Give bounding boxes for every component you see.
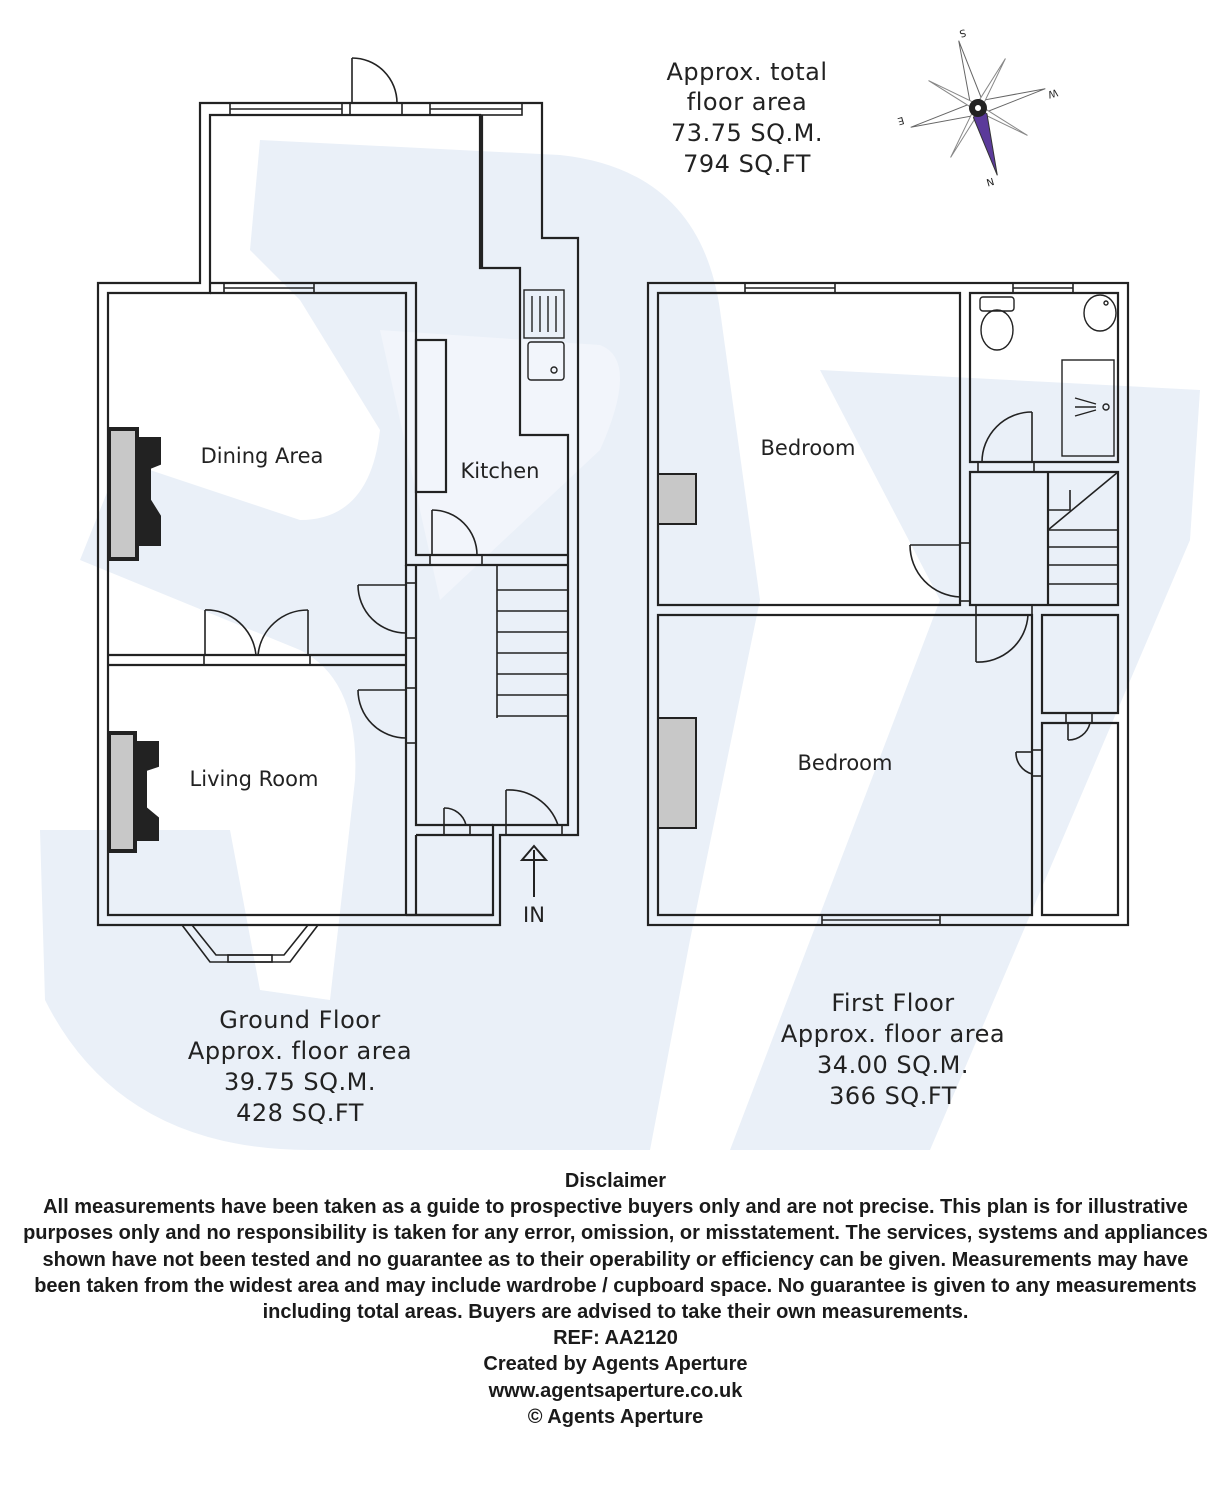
compass-rose-icon	[891, 21, 1064, 194]
first-floor-area-label: Approx. floor area	[780, 1020, 1006, 1048]
ground-floor-sqft: 428 SQ.FT	[236, 1099, 364, 1127]
ground-floor-area-label: Approx. floor area	[187, 1037, 413, 1065]
disclaimer-heading: Disclaimer	[564, 1170, 667, 1192]
room-label-dining: Dining Area	[200, 444, 324, 468]
room-label-kitchen: Kitchen	[460, 459, 540, 483]
room-label-bedroom-2: Bedroom	[797, 751, 893, 775]
total-area-line2: floor area	[686, 88, 808, 116]
total-area-line1: Approx. total	[666, 58, 828, 86]
first-floor-title: First Floor	[831, 989, 955, 1017]
disclaimer-block	[20, 1168, 1211, 1430]
total-area-sqm: 73.75 SQ.M.	[671, 119, 823, 147]
first-floor-sqm: 34.00 SQ.M.	[817, 1051, 969, 1079]
ground-floor-title: Ground Floor	[219, 1006, 381, 1034]
first-floor-sqft: 366 SQ.FT	[829, 1082, 957, 1110]
entrance-label: IN	[523, 903, 545, 927]
disclaimer-website[interactable]: www.agentsaperture.co.uk	[488, 1379, 743, 1402]
disclaimer-body: All measurements have been taken as a guide to prospective buyers only and are not precise. This plan is for illustrative purposes only and no responsibility is taken for any error, omission, or misstatement. The services, systems and appliances shown have not been tested and no guarantee as to their operability or efficiency can be given. Measurements may have been taken from the widest area and may include wardrobe / cupboard space. No guarantee is given to any measurements including total areas. Buyers are advised to take their own measurements.	[23, 1196, 1208, 1324]
room-label-living: Living Room	[189, 767, 319, 791]
ground-floor-sqm: 39.75 SQ.M.	[224, 1068, 376, 1096]
disclaimer-created-by: Created by Agents Aperture	[483, 1353, 748, 1376]
disclaimer-copyright: © Agents Aperture	[527, 1405, 704, 1428]
room-label-bedroom-1: Bedroom	[760, 436, 856, 460]
compass-e-label: E	[896, 113, 906, 127]
disclaimer-ref: REF: AA2120	[553, 1327, 678, 1350]
watermark-logo	[40, 140, 1200, 1150]
compass-n-label: N	[984, 174, 996, 188]
total-area-sqft: 794 SQ.FT	[683, 150, 811, 178]
compass-s-label: S	[957, 26, 968, 39]
compass-w-label: W	[1046, 86, 1059, 100]
